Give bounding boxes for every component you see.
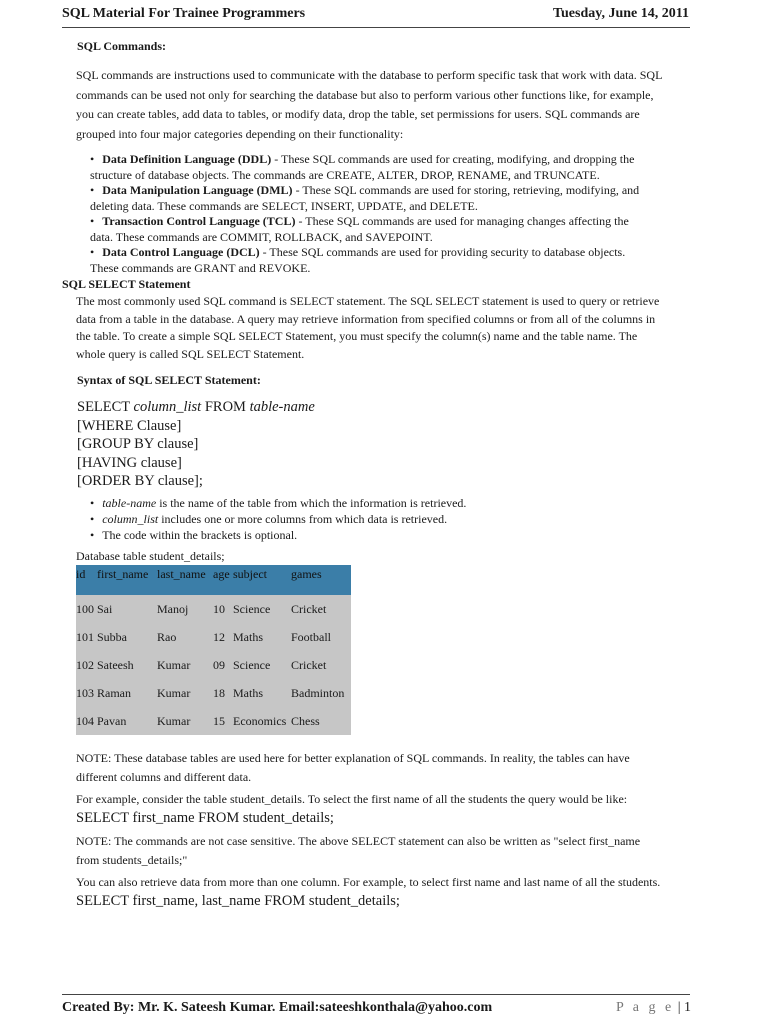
note-line: different columns and different data.	[76, 770, 252, 784]
table-cell: Kumar	[157, 679, 213, 707]
column-header: age	[213, 565, 233, 595]
column-header: games	[291, 565, 351, 595]
table-cell: Rao	[157, 623, 213, 651]
syntax-select-keyword: SELECT	[77, 399, 134, 415]
bullet-icon: •	[90, 245, 95, 259]
category-desc: - These SQL commands are used for creating, modifying, and dropping the	[271, 152, 635, 166]
note-line: NOTE: The commands are not case sensitive. The above SELECT statement can also be written as "select first_name	[76, 834, 641, 848]
student-details-table	[76, 565, 351, 735]
page-separator: |	[674, 1000, 684, 1015]
syntax-bullet-term: column_list	[102, 512, 159, 526]
syntax-bullet-term: table-name	[102, 496, 157, 510]
category-desc-cont: These commands are GRANT and REVOKE.	[90, 260, 311, 275]
syntax-from-keyword: FROM	[201, 399, 250, 415]
syntax-bullets	[90, 495, 466, 543]
section-heading-sql-commands: SQL Commands:	[77, 39, 167, 53]
table-cell: Maths	[233, 679, 291, 707]
category-name: Transaction Control Language (TCL)	[102, 214, 296, 228]
table-cell: Subba	[97, 623, 157, 651]
bullet-icon: •	[90, 528, 95, 542]
table-cell: 102	[76, 651, 97, 679]
select-para-line: data from a table in the database. A query may retrieve information from specified columns or from all of the columns in	[76, 311, 656, 326]
category-desc-cont: structure of database objects. The commands are CREATE, ALTER, DROP, RENAME, and TRUNCATE.	[90, 167, 600, 182]
select-para-line: the table. To create a simple SQL SELECT Statement, you must specify the column(s) name and the table name. The	[76, 329, 638, 343]
table-cell: Cricket	[291, 595, 351, 623]
table-cell: 18	[213, 679, 233, 707]
syntax-select-line	[77, 398, 315, 417]
table-header-row	[76, 565, 351, 595]
select-para-line: The most commonly used SQL command is SELECT statement. The SQL SELECT statement is used to query or retrieve	[76, 294, 660, 308]
footer-divider	[62, 994, 690, 995]
note-line: NOTE: These database tables are used here for better explanation of SQL commands. In reality, the tables can have	[76, 751, 630, 765]
section-heading-select: SQL SELECT Statement	[62, 277, 191, 291]
bullet-icon: •	[90, 496, 95, 510]
category-desc-cont: deleting data. These commands are SELECT, INSERT, UPDATE, and DELETE.	[90, 198, 478, 213]
table-cell: 10	[213, 595, 233, 623]
column-header: last_name	[157, 565, 213, 595]
column-header: subject	[233, 565, 291, 595]
header-title: SQL Material For Trainee Programmers	[62, 6, 306, 21]
category-desc-cont: data. These commands are COMMIT, ROLLBACK, and SAVEPOINT.	[90, 229, 433, 244]
intro-line: you can create tables, add data to tables, or modify data, drop the table, set permissions for users. SQL commands are	[76, 107, 640, 121]
select-para-line: whole query is called SQL SELECT Statement.	[76, 346, 305, 361]
bullet-icon: •	[90, 512, 95, 526]
table-cell: Chess	[291, 707, 351, 735]
table-cell: 15	[213, 707, 233, 735]
syntax-line: [ORDER BY clause];	[77, 473, 203, 489]
select-paragraph	[76, 293, 696, 363]
syntax-line: [GROUP BY clause]	[77, 436, 199, 452]
category-dcl	[90, 245, 662, 276]
syntax-bullet	[90, 511, 466, 527]
category-name: Data Definition Language (DDL)	[102, 152, 272, 166]
intro-paragraph	[76, 66, 691, 144]
syntax-table-name: table-name	[249, 399, 315, 415]
table-cell: Cricket	[291, 651, 351, 679]
table-cell: 101	[76, 623, 97, 651]
table-cell: Pavan	[97, 707, 157, 735]
syntax-bullet-text: is the name of the table from which the information is retrieved.	[156, 496, 467, 510]
example-2: You can also retrieve data from more than one column. For example, to select first name and last name of all the students.	[76, 875, 661, 889]
table-cell: Kumar	[157, 651, 213, 679]
table-row	[76, 623, 351, 651]
intro-line: commands can be used not only for searching the database but also to perform various other functions like, for example,	[76, 87, 654, 102]
table-row	[76, 707, 351, 735]
syntax-bullet-text: The code within the brackets is optional.	[102, 528, 298, 542]
category-tcl	[90, 214, 662, 245]
example-1: For example, consider the table student_details. To select the first name of all the students the query would be like:	[76, 792, 628, 806]
table-cell: Raman	[97, 679, 157, 707]
table-cell: Sateesh	[97, 651, 157, 679]
header-divider	[62, 27, 690, 28]
table-cell: Manoj	[157, 595, 213, 623]
category-name: Data Manipulation Language (DML)	[102, 183, 293, 197]
category-desc: - These SQL commands are used for storing, retrieving, modifying, and	[292, 183, 640, 197]
query-1: SELECT first_name FROM student_details;	[76, 810, 334, 826]
syntax-bullet	[90, 527, 466, 543]
bullet-icon: •	[90, 214, 95, 228]
table-cell: Economics	[233, 707, 291, 735]
table-caption: Database table student_details;	[76, 549, 225, 563]
syntax-block	[77, 398, 315, 491]
bullet-icon: •	[90, 183, 95, 197]
bullet-icon: •	[90, 152, 95, 166]
table-cell: 09	[213, 651, 233, 679]
note-2	[76, 832, 698, 870]
header-date: Tuesday, June 14, 2011	[552, 6, 689, 21]
intro-line: SQL commands are instructions used to communicate with the database to perform specific task that work with data. SQL	[76, 68, 663, 82]
page-label: P a g e	[615, 1000, 675, 1015]
column-header: first_name	[97, 565, 157, 595]
syntax-line: [WHERE Clause]	[77, 417, 182, 434]
category-dml	[90, 183, 662, 214]
note-1	[76, 749, 698, 787]
table-cell: Kumar	[157, 707, 213, 735]
page-number: 1	[684, 1000, 691, 1015]
category-desc: - These SQL commands are used for providing security to database objects.	[259, 245, 626, 259]
category-desc: - These SQL commands are used for managing changes affecting the	[295, 214, 629, 228]
syntax-heading: Syntax of SQL SELECT Statement:	[77, 373, 261, 387]
table-cell: 103	[76, 679, 97, 707]
column-header: id	[76, 565, 97, 595]
table-cell: Maths	[233, 623, 291, 651]
table-cell: Sai	[97, 595, 157, 623]
table-row	[76, 595, 351, 623]
table-row	[76, 679, 351, 707]
syntax-bullet-text: includes one or more columns from which data is retrieved.	[158, 512, 448, 526]
syntax-line: [HAVING clause]	[77, 454, 182, 471]
syntax-bullet	[90, 495, 466, 511]
table-cell: Football	[291, 623, 351, 651]
table-row	[76, 651, 351, 679]
table-cell: 104	[76, 707, 97, 735]
table-cell: Science	[233, 651, 291, 679]
table-cell: 100	[76, 595, 97, 623]
syntax-column-list: column_list	[133, 399, 202, 415]
note-line: from students_details;"	[76, 853, 188, 867]
table-cell: 12	[213, 623, 233, 651]
footer-page	[616, 1000, 691, 1016]
category-name: Data Control Language (DCL)	[102, 245, 260, 259]
intro-line: grouped into four major categories depending on their functionality:	[76, 126, 404, 141]
query-2: SELECT first_name, last_name FROM student_details;	[76, 893, 400, 909]
table-cell: Badminton	[291, 679, 351, 707]
table-cell: Science	[233, 595, 291, 623]
category-ddl	[90, 152, 662, 183]
footer-author: Created By: Mr. K. Sateesh Kumar. Email:sateeshkonthala@yahoo.com	[62, 1000, 493, 1015]
